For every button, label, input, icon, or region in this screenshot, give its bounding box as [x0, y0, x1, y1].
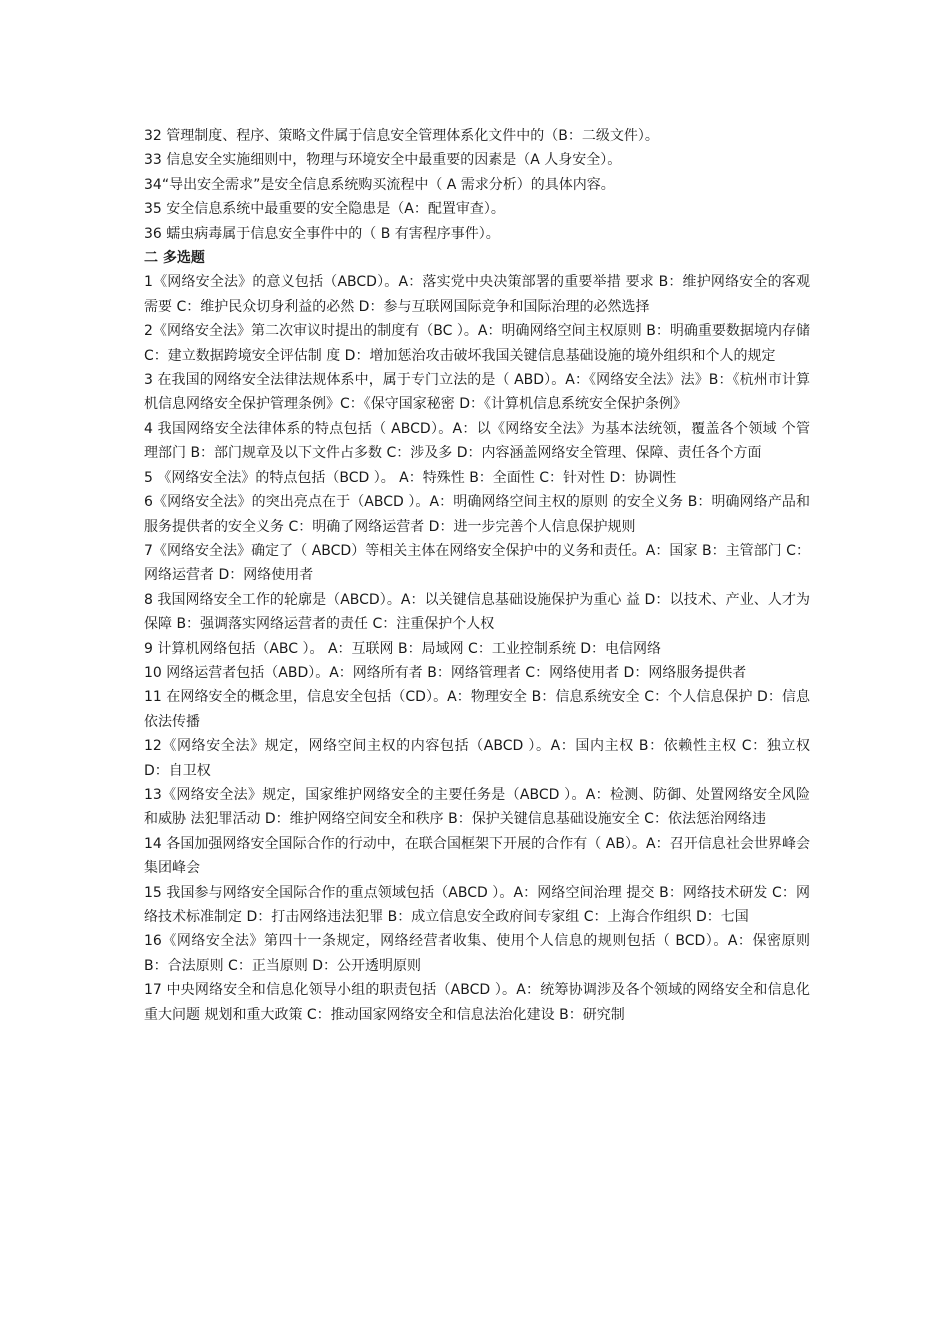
- mc-question-7: 7《网络安全法》确定了（ ABCD）等相关主体在网络安全保护中的义务和责任。A：国家 B：主管部门 C：网络运营者 D：网络使用者: [144, 542, 810, 584]
- question-36: 36 蠕虫病毒属于信息安全事件中的（ B 有害程序事件）。: [144, 225, 500, 242]
- mc-question-14: 14 各国加强网络安全国际合作的行动中，在联合国框架下开展的合作有（ AB）。A：召开信息社会世界峰会 集团峰会: [144, 835, 810, 877]
- mc-question-17: 17 中央网络安全和信息化领导小组的职责包括（ABCD ）。A：统筹协调涉及各个领域的网络安全和信息化重大问题 规划和重大政策 C：推动国家网络安全和信息法治化建设 B：研究制: [144, 982, 810, 1023]
- mc-question-5: 5 《网络安全法》的特点包括（BCD ）。 A：特殊性 B：全面性 C：针对性 D：协调性: [144, 469, 677, 486]
- mc-question-12: 12《网络安全法》规定，网络空间主权的内容包括（ABCD ）。A：国内主权 B：依赖性主权 C：独立权 D：自卫权: [144, 738, 810, 779]
- mc-question-13: 13《网络安全法》规定，国家维护网络安全的主要任务是（ABCD ）。A：检测、防御、处置网络安全风险和威胁 法犯罪活动 D：维护网络空间安全和秩序 B：保护关键信息基础设施安全 C：依法惩治网络违: [144, 786, 810, 828]
- document-body: [144, 124, 810, 1027]
- mc-question-9: 9 计算机网络包括（ABC ）。 A：互联网 B：局域网 C：工业控制系统 D：电信网络: [144, 640, 662, 657]
- mc-question-15: 15 我国参与网络安全国际合作的重点领域包括（ABCD ）。A：网络空间治理 提交 B：网络技术研发 C：网络技术标准制定 D：打击网络违法犯罪 B：成立信息安全政府间专家组 C：上海合作组织 D：七国: [144, 884, 810, 925]
- question-32: 32 管理制度、程序、策略文件属于信息安全管理体系化文件中的（B：二级文件）。: [144, 128, 659, 144]
- mc-question-1: 1《网络安全法》的意义包括（ABCD）。A：落实党中央决策部署的重要举措 要求 B：维护网络安全的客观需要 C：维护民众切身利益的必然 D：参与互联网国际竞争和国际治理的必然选择: [144, 274, 810, 315]
- question-35: 35 安全信息系统中最重要的安全隐患是（A：配置审查）。: [144, 201, 505, 218]
- mc-question-4: 4 我国网络安全法律体系的特点包括（ ABCD）。A：以《网络安全法》为基本法统领，覆盖各个领域 个管理部门 B：部门规章及以下文件占多数 C：涉及多 D：内容涵盖网络安全管理、保障、责任各个方面: [144, 420, 810, 462]
- mc-question-3: 3 在我国的网络安全法律法规体系中，属于专门立法的是（ ABD）。A：《网络安全法》法》B：《杭州市计算机信息网络安全保护管理条例》C：《保守国家秘密 D：《计算机信息系统安全保护条例》: [144, 372, 810, 413]
- mc-question-10: 10 网络运营者包括（ABD）。A：网络所有者 B：网络管理者 C：网络使用者 D：网络服务提供者: [144, 664, 747, 681]
- mc-question-6: 6《网络安全法》的突出亮点在于（ABCD ）。A：明确网络空间主权的原则 的安全义务 B：明确网络产品和服务提供者的安全义务 C：明确了网络运营者 D：进一步完善个人信息保护规则: [144, 494, 810, 535]
- mc-question-11: 11 在网络安全的概念里，信息安全包括（CD）。A：物理安全 B：信息系统安全 C：个人信息保护 D：信息依法传播: [144, 689, 810, 730]
- mc-question-8: 8 我国网络安全工作的轮廓是（ABCD）。A：以关键信息基础设施保护为重心 益 D：以技术、产业、人才为保障 B：强调落实网络运营者的责任 C：注重保护个人权: [144, 591, 810, 633]
- question-34: 34“导出安全需求”是安全信息系统购买流程中（ A 需求分析）的具体内容。: [144, 176, 615, 193]
- question-33: 33 信息安全实施细则中，物理与环境安全中最重要的因素是（A 人身安全）。: [144, 152, 622, 169]
- section-heading-multiple-choice: 二 多选题: [144, 250, 205, 267]
- mc-question-16: 16《网络安全法》第四十一条规定，网络经营者收集、使用个人信息的规则包括（ BCD）。A：保密原则 B：合法原则 C：正当原则 D：公开透明原则: [144, 933, 810, 974]
- mc-question-2: 2《网络安全法》第二次审议时提出的制度有（BC ）。A：明确网络空间主权原则 B：明确重要数据境内存储 C：建立数据跨境安全评估制 度 D：增加惩治攻击破坏我国关键信息基础设施的境外组织和个人的规定: [144, 323, 810, 364]
